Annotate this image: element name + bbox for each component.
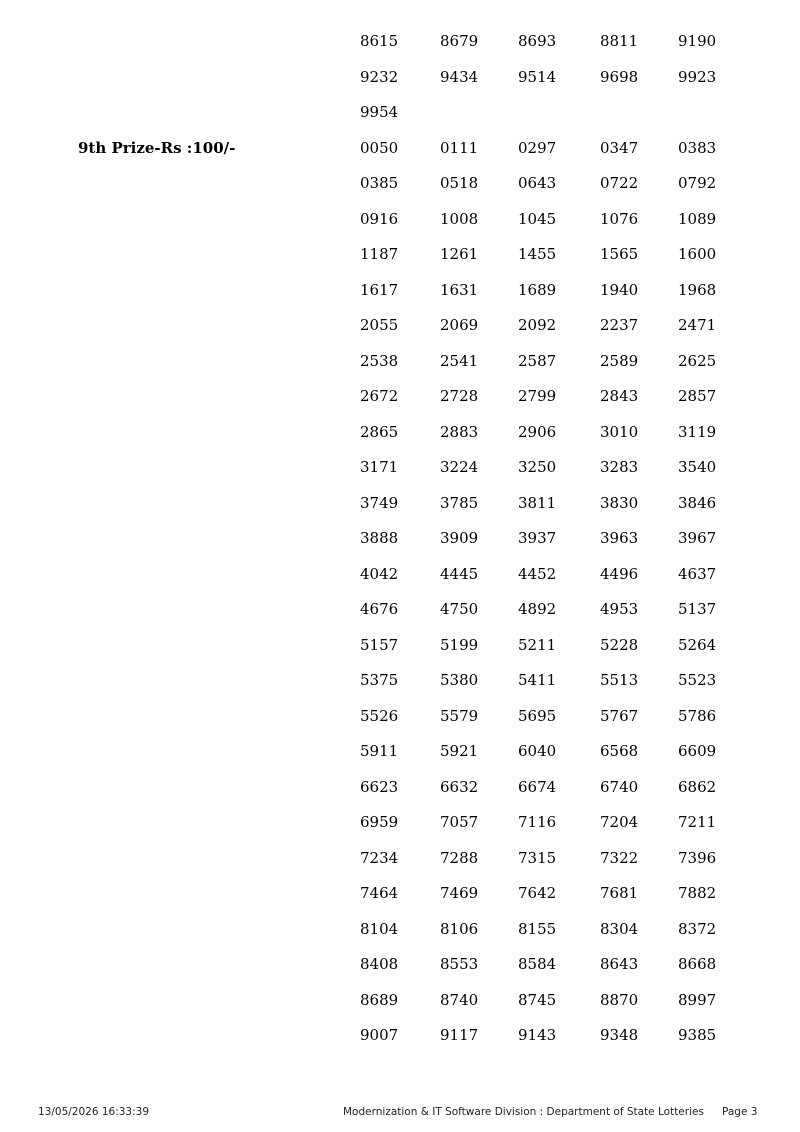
ticket-number: 5767	[600, 706, 639, 725]
number-row	[360, 31, 760, 51]
ticket-number: 5526	[360, 706, 399, 725]
ticket-number: 2541	[440, 351, 479, 370]
ticket-number: 0722	[600, 174, 639, 192]
footer-division: Modernization & IT Software Division : Department of State Lotteries	[343, 1106, 704, 1118]
ticket-number: 4496	[600, 564, 639, 583]
ticket-number: 3888	[360, 529, 399, 547]
ticket-number: 1617	[360, 280, 399, 299]
ticket-number: 5375	[360, 671, 399, 689]
ticket-number: 0111	[440, 138, 479, 157]
ticket-number: 1689	[518, 280, 557, 299]
ticket-number: 3785	[440, 493, 479, 512]
number-row	[360, 67, 760, 87]
ticket-number: 8106	[440, 919, 479, 938]
number-row	[360, 209, 760, 229]
ticket-number: 0916	[360, 209, 399, 228]
ticket-number: 5513	[600, 671, 639, 689]
ticket-number: 9514	[518, 67, 557, 86]
number-row	[360, 812, 760, 832]
number-row	[360, 351, 760, 371]
ticket-number: 3967	[678, 529, 717, 547]
ticket-number: 7469	[440, 884, 479, 902]
ticket-number: 4953	[600, 600, 639, 618]
number-row	[360, 954, 760, 974]
number-row	[360, 386, 760, 406]
ticket-number: 6674	[518, 777, 557, 796]
ticket-number: 1631	[440, 280, 479, 299]
ticket-number: 2237	[600, 316, 639, 334]
ticket-number: 8615	[360, 32, 399, 50]
ticket-number: 2589	[600, 351, 639, 370]
number-row	[360, 493, 760, 513]
footer-timestamp: 13/05/2026 16:33:39	[38, 1106, 150, 1118]
ticket-number: 3909	[440, 529, 479, 547]
ticket-number: 9698	[600, 67, 639, 86]
ticket-number: 3119	[678, 422, 717, 441]
ticket-number: 2672	[360, 387, 399, 405]
number-row	[360, 670, 760, 690]
ticket-number: 4750	[440, 600, 479, 618]
number-row	[360, 706, 760, 726]
ticket-number: 2092	[518, 316, 557, 334]
ticket-number: 5199	[440, 635, 479, 654]
number-row	[360, 883, 760, 903]
ticket-number: 8689	[360, 990, 399, 1009]
ticket-number: 3171	[360, 458, 399, 476]
ticket-number: 7322	[600, 848, 639, 867]
ticket-number: 9117	[440, 1026, 479, 1044]
ticket-number: 8643	[600, 955, 639, 973]
ticket-number: 8408	[360, 955, 399, 973]
ticket-number: 8745	[518, 990, 557, 1009]
ticket-number: 1261	[440, 245, 479, 263]
ticket-number: 6568	[600, 742, 639, 760]
ticket-number: 1455	[518, 245, 557, 263]
number-row	[360, 528, 760, 548]
ticket-number: 8870	[600, 990, 639, 1009]
number-row	[360, 741, 760, 761]
ticket-number: 3830	[600, 493, 639, 512]
ticket-number: 0383	[678, 138, 717, 157]
ticket-number: 6740	[600, 777, 639, 796]
ticket-number: 7642	[518, 884, 557, 902]
ticket-number: 8104	[360, 919, 399, 938]
ticket-number: 1968	[678, 280, 717, 299]
ticket-number: 2843	[600, 387, 639, 405]
ticket-number: 7882	[678, 884, 717, 902]
ticket-number: 5523	[678, 671, 717, 689]
footer-page-number: Page 3	[722, 1106, 758, 1118]
ticket-number: 9007	[360, 1026, 399, 1044]
ticket-number: 4042	[360, 564, 399, 583]
ticket-number: 2055	[360, 316, 399, 334]
ticket-number: 7057	[440, 813, 479, 831]
ticket-number: 8668	[678, 955, 717, 973]
ticket-number: 0792	[678, 174, 717, 192]
number-row	[360, 102, 760, 122]
ticket-number: 8155	[518, 919, 557, 938]
ticket-number: 7288	[440, 848, 479, 867]
ticket-number: 5911	[360, 742, 399, 760]
ticket-number: 8740	[440, 990, 479, 1009]
ticket-number: 5157	[360, 635, 399, 654]
ticket-number: 0385	[360, 174, 399, 192]
ticket-number: 5380	[440, 671, 479, 689]
ticket-number: 3540	[678, 458, 717, 476]
ticket-number: 4892	[518, 600, 557, 618]
number-row	[360, 138, 760, 158]
ticket-number: 9434	[440, 67, 479, 86]
ticket-number: 7116	[518, 813, 557, 831]
ticket-number: 2587	[518, 351, 557, 370]
ticket-number: 5137	[678, 600, 717, 618]
ticket-number: 8811	[600, 32, 639, 50]
ticket-number: 2069	[440, 316, 479, 334]
ticket-number: 7464	[360, 884, 399, 902]
ticket-number: 3811	[518, 493, 557, 512]
ticket-number: 7204	[600, 813, 639, 831]
ticket-number: 2728	[440, 387, 479, 405]
number-row	[360, 990, 760, 1010]
ticket-number: 2799	[518, 387, 557, 405]
number-row	[360, 777, 760, 797]
ticket-number: 8553	[440, 955, 479, 973]
number-row	[360, 599, 760, 619]
ticket-number: 2865	[360, 422, 399, 441]
ticket-number: 5411	[518, 671, 557, 689]
ticket-number: 4452	[518, 564, 557, 583]
number-row	[360, 422, 760, 442]
ticket-number: 8997	[678, 990, 717, 1009]
ticket-number: 9143	[518, 1026, 557, 1044]
ticket-number: 6609	[678, 742, 717, 760]
ticket-number: 3010	[600, 422, 639, 441]
ticket-number: 4445	[440, 564, 479, 583]
ticket-number: 5211	[518, 635, 557, 654]
ticket-number: 6862	[678, 777, 717, 796]
ticket-number: 3749	[360, 493, 399, 512]
ticket-number: 1008	[440, 209, 479, 228]
ticket-number: 2906	[518, 422, 557, 441]
ticket-number: 0297	[518, 138, 557, 157]
prize-label: 9th Prize-Rs :100/-	[78, 138, 236, 157]
ticket-number: 9954	[360, 103, 399, 121]
number-row	[360, 919, 760, 939]
ticket-number: 7681	[600, 884, 639, 902]
ticket-number: 6632	[440, 777, 479, 796]
ticket-number: 9190	[678, 32, 717, 50]
ticket-number: 8584	[518, 955, 557, 973]
ticket-number: 9348	[600, 1026, 639, 1044]
number-row	[360, 457, 760, 477]
ticket-number: 8679	[440, 32, 479, 50]
number-row	[360, 564, 760, 584]
ticket-number: 1600	[678, 245, 717, 263]
ticket-number: 9923	[678, 67, 717, 86]
ticket-number: 3224	[440, 458, 479, 476]
ticket-number: 4637	[678, 564, 717, 583]
number-row	[360, 848, 760, 868]
number-row	[360, 635, 760, 655]
number-row	[360, 280, 760, 300]
ticket-number: 5228	[600, 635, 639, 654]
ticket-number: 8304	[600, 919, 639, 938]
ticket-number: 9232	[360, 67, 399, 86]
ticket-number: 1045	[518, 209, 557, 228]
number-row	[360, 244, 760, 264]
ticket-number: 1089	[678, 209, 717, 228]
ticket-number: 7211	[678, 813, 717, 831]
ticket-number: 6623	[360, 777, 399, 796]
ticket-number: 5786	[678, 706, 717, 725]
ticket-number: 0347	[600, 138, 639, 157]
number-row	[360, 1025, 760, 1045]
ticket-number: 0643	[518, 174, 557, 192]
ticket-number: 3846	[678, 493, 717, 512]
ticket-number: 9385	[678, 1026, 717, 1044]
ticket-number: 1076	[600, 209, 639, 228]
ticket-number: 6959	[360, 813, 399, 831]
ticket-number: 8693	[518, 32, 557, 50]
ticket-number: 7315	[518, 848, 557, 867]
ticket-number: 8372	[678, 919, 717, 938]
ticket-number: 5579	[440, 706, 479, 725]
ticket-number: 2857	[678, 387, 717, 405]
ticket-number: 1940	[600, 280, 639, 299]
ticket-number: 3250	[518, 458, 557, 476]
ticket-number: 7234	[360, 848, 399, 867]
ticket-number: 3937	[518, 529, 557, 547]
number-row	[360, 315, 760, 335]
ticket-number: 5264	[678, 635, 717, 654]
ticket-number: 7396	[678, 848, 717, 867]
ticket-number: 4676	[360, 600, 399, 618]
ticket-number: 2625	[678, 351, 717, 370]
ticket-number: 1565	[600, 245, 639, 263]
ticket-number: 3283	[600, 458, 639, 476]
ticket-number: 3963	[600, 529, 639, 547]
ticket-number: 1187	[360, 245, 399, 263]
ticket-number: 2471	[678, 316, 717, 334]
ticket-number: 5921	[440, 742, 479, 760]
ticket-number: 0518	[440, 174, 479, 192]
ticket-number: 2883	[440, 422, 479, 441]
ticket-number: 6040	[518, 742, 557, 760]
ticket-number: 5695	[518, 706, 557, 725]
ticket-number: 2538	[360, 351, 399, 370]
number-row	[360, 173, 760, 193]
ticket-number: 0050	[360, 138, 399, 157]
